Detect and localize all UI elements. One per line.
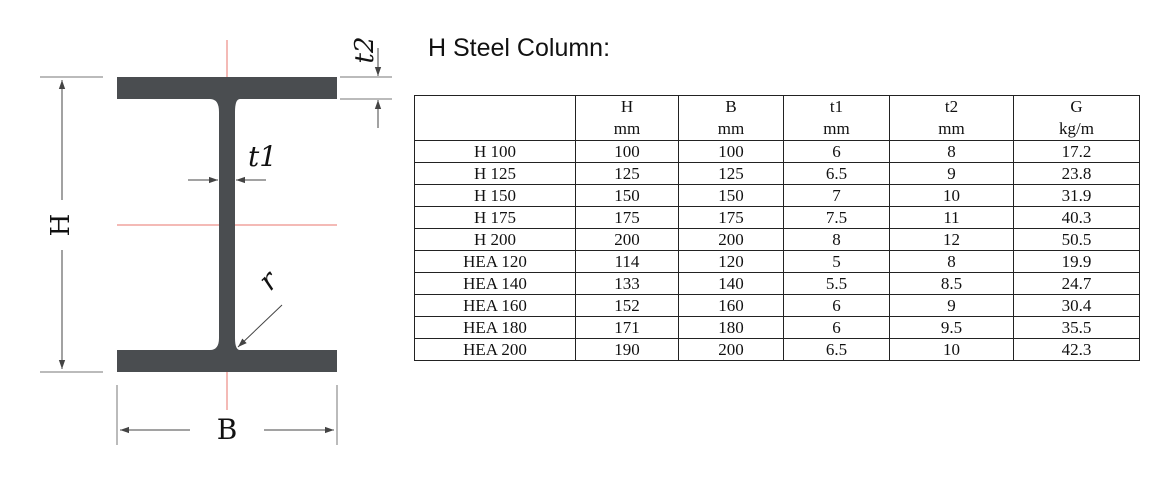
table-cell: 125 <box>576 163 679 185</box>
column-header <box>415 96 576 119</box>
table-cell: 10 <box>890 185 1014 207</box>
profile-name-cell: H 200 <box>415 229 576 251</box>
table-cell: 9 <box>890 163 1014 185</box>
table-cell: 8 <box>890 141 1014 163</box>
column-unit <box>415 118 576 141</box>
table-cell: 8.5 <box>890 273 1014 295</box>
spec-table <box>414 95 1140 361</box>
column-header: t2 <box>890 96 1014 119</box>
table-cell: 180 <box>679 317 784 339</box>
table-cell: 140 <box>679 273 784 295</box>
table-cell: 6 <box>784 295 890 317</box>
table-row <box>415 185 1140 207</box>
table-cell: 100 <box>679 141 784 163</box>
table-cell: 120 <box>679 251 784 273</box>
table-cell: 42.3 <box>1014 339 1140 361</box>
profile-name-cell: HEA 120 <box>415 251 576 273</box>
table-cell: 190 <box>576 339 679 361</box>
table-cell: 6 <box>784 317 890 339</box>
table-cell: 100 <box>576 141 679 163</box>
table-cell: 200 <box>679 229 784 251</box>
width-label: B <box>216 413 238 446</box>
table-cell: 200 <box>576 229 679 251</box>
table-cell: 40.3 <box>1014 207 1140 229</box>
table-cell: 12 <box>890 229 1014 251</box>
radius-arrow <box>238 305 282 347</box>
table-cell: 8 <box>890 251 1014 273</box>
table-cell: 31.9 <box>1014 185 1140 207</box>
table-row <box>415 229 1140 251</box>
profile-name-cell: HEA 200 <box>415 339 576 361</box>
table-row <box>415 273 1140 295</box>
table-row <box>415 295 1140 317</box>
unit-row <box>415 118 1140 141</box>
column-header: t1 <box>784 96 890 119</box>
header-row <box>415 96 1140 119</box>
column-unit: kg/m <box>1014 118 1140 141</box>
table-cell: 200 <box>679 339 784 361</box>
profile-name-cell: HEA 180 <box>415 317 576 339</box>
table-cell: 5 <box>784 251 890 273</box>
table-cell: 175 <box>576 207 679 229</box>
table-cell: 9.5 <box>890 317 1014 339</box>
table-cell: 24.7 <box>1014 273 1140 295</box>
flange-thickness-label: t2 <box>350 36 380 64</box>
table-cell: 6.5 <box>784 339 890 361</box>
column-unit: mm <box>890 118 1014 141</box>
table-cell: 35.5 <box>1014 317 1140 339</box>
column-header: B <box>679 96 784 119</box>
table-row <box>415 207 1140 229</box>
profile-name-cell: HEA 160 <box>415 295 576 317</box>
radius-label: r <box>251 264 285 297</box>
table-cell: 30.4 <box>1014 295 1140 317</box>
table-cell: 8 <box>784 229 890 251</box>
profile-name-cell: HEA 140 <box>415 273 576 295</box>
profile-name-cell: H 100 <box>415 141 576 163</box>
table-cell: 10 <box>890 339 1014 361</box>
height-label: H <box>46 213 76 237</box>
table-cell: 175 <box>679 207 784 229</box>
table-row <box>415 163 1140 185</box>
table-row <box>415 251 1140 273</box>
table-cell: 7.5 <box>784 207 890 229</box>
table-cell: 150 <box>679 185 784 207</box>
page-title: H Steel Column: <box>428 34 611 62</box>
table-row <box>415 141 1140 163</box>
table-cell: 114 <box>576 251 679 273</box>
table-cell: 50.5 <box>1014 229 1140 251</box>
column-unit: mm <box>784 118 890 141</box>
table-cell: 11 <box>890 207 1014 229</box>
profile-name-cell: H 125 <box>415 163 576 185</box>
web-thickness-label: t1 <box>248 140 278 173</box>
table-cell: 6 <box>784 141 890 163</box>
table-cell: 152 <box>576 295 679 317</box>
table-cell: 7 <box>784 185 890 207</box>
column-header: H <box>576 96 679 119</box>
column-unit: mm <box>679 118 784 141</box>
table-cell: 160 <box>679 295 784 317</box>
table-cell: 19.9 <box>1014 251 1140 273</box>
table-cell: 9 <box>890 295 1014 317</box>
table-cell: 133 <box>576 273 679 295</box>
h-beam-diagram <box>0 0 410 479</box>
table-cell: 150 <box>576 185 679 207</box>
table-cell: 6.5 <box>784 163 890 185</box>
table-cell: 171 <box>576 317 679 339</box>
table-cell: 5.5 <box>784 273 890 295</box>
profile-name-cell: H 175 <box>415 207 576 229</box>
profile-name-cell: H 150 <box>415 185 576 207</box>
table-row <box>415 317 1140 339</box>
table-cell: 23.8 <box>1014 163 1140 185</box>
column-unit: mm <box>576 118 679 141</box>
table-row <box>415 339 1140 361</box>
table-cell: 17.2 <box>1014 141 1140 163</box>
column-header: G <box>1014 96 1140 119</box>
table-cell: 125 <box>679 163 784 185</box>
